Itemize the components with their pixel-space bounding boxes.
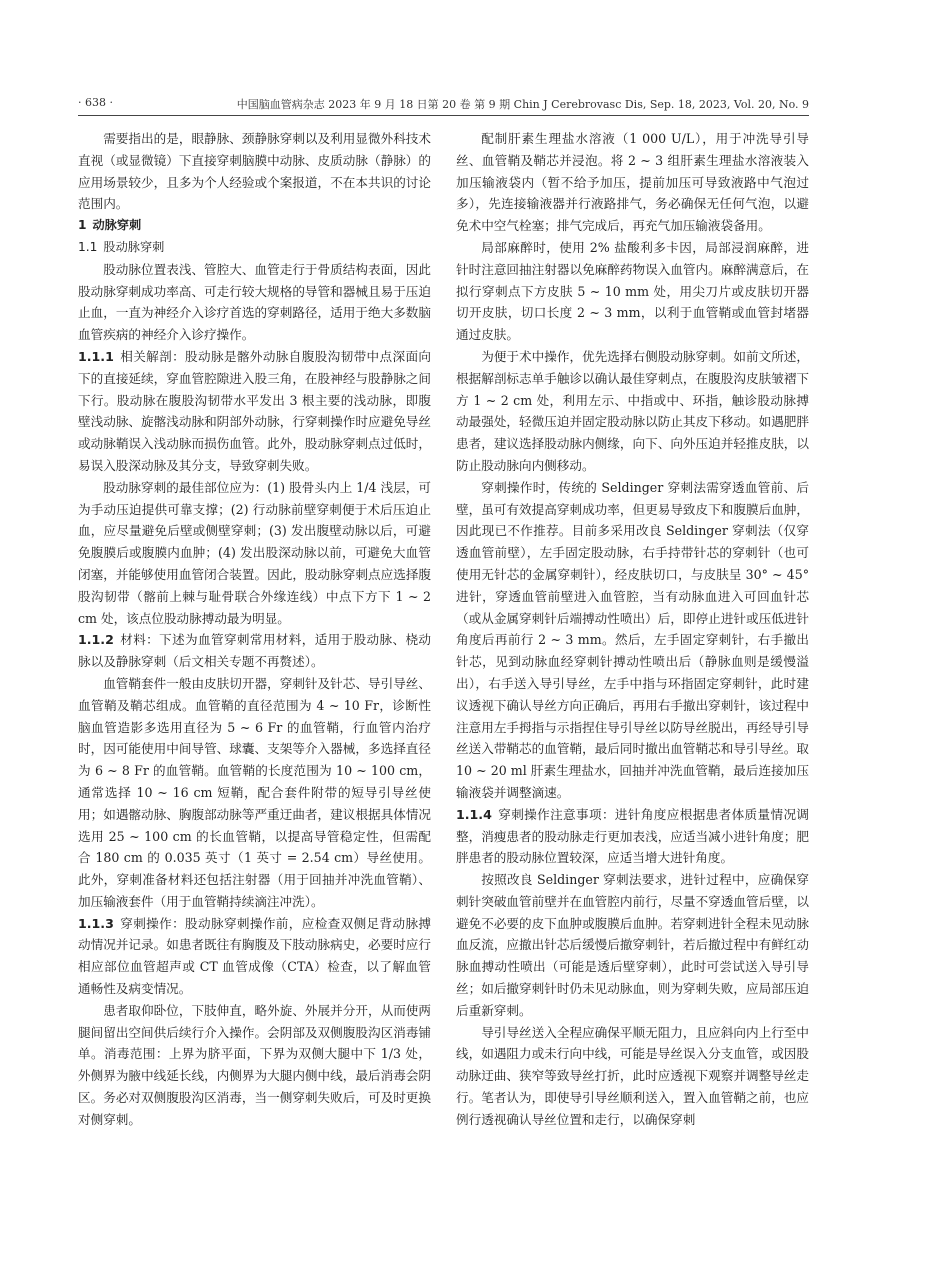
operation-paragraph [78, 913, 431, 1000]
section-1-heading [78, 215, 431, 237]
right-column [456, 128, 809, 1131]
anatomy-paragraph [78, 346, 431, 477]
left-column [78, 128, 431, 1131]
page-number: · 638 · [78, 96, 113, 109]
patient-position-paragraph: 患者取仰卧位，下肢伸直，略外旋、外展并分开，从而使两腿间留出空间供后续行介入操作。会阴部及双侧腹股沟区消毒铺单。消毒范围：上界为脐平面，下界为双侧大腿中下 1/3 处，外侧界为腋中线延长线，内侧界为大腿内侧中线，最后消毒会阴区。务必对双侧腹股沟区消毒，当一侧穿刺失败后，可及时更换对侧穿刺。 [78, 1002, 431, 1127]
modified-seldinger-paragraph: 按照改良 Seldinger 穿刺法要求，进针过程中，应确保穿刺针突破血管前壁并在血管腔内前行，尽量不穿透血管后壁，以避免不必要的皮下血肿或腹膜后血肿。若穿刺进针全程未见动脉血反流，应撤出针芯后缓慢后撤穿刺针，若后撤过程中有鲜红动脉血搏动性喷出（可能是透后壁穿刺），此时可尝试送入导引导丝；如后撤穿刺针时仍未见动脉血，则为穿刺失败，应局部压迫后重新穿刺。 [456, 872, 809, 1018]
journal-citation: 中国脑血管病杂志 2023 年 9 月 18 日第 20 卷 第 9 期 Chin J Cerebrovasc Dis, Sep. 18, 2023, Vol. 20, No. 9 [236, 98, 809, 111]
subsection-number: 1.1.3 [78, 915, 114, 931]
guidewire-paragraph: 导引导丝送入全程应确保平顺无阻力，且应斜向内上行至中线，如遇阻力或未行向中线，可能是导丝误入分支血管，或因股动脉迂曲、狭窄等致导丝打折，此时应透视下观察并调整导丝走行。笔者认为，即使导引导丝顺利送入，置入血管鞘之前，也应例行透视确认导丝位置和走行，以确保穿刺 [456, 1024, 809, 1127]
subsection-number: 1.1.4 [456, 806, 492, 822]
anesthesia-paragraph: 局部麻醉时，使用 2% 盐酸利多卡因，局部浸润麻醉，进针时注意回抽注射器以免麻醉药物误入血管内。麻醉满意后，在拟行穿刺点下方皮肤 5 ~ 10 mm 处，用尖刀片或皮肤切开器切开皮肤，切口长度 2 ~ 3 mm，以利于血管鞘或血管封堵器通过皮肤。 [456, 239, 809, 343]
section-title: 股动脉穿刺 [103, 239, 165, 254]
right-side-paragraph: 为便于术中操作，优先选择右侧股动脉穿刺。如前文所述，根据解剖标志单手触诊以确认最佳穿刺点，在腹股沟皮肤皱褶下方 1 ~ 2 cm 处，利用左示、中指或中、环指，触诊股动脉搏动最强处，轻微压迫并固定股动脉以防止其皮下移动。如遇肥胖患者，建议选择股动脉内侧缘，向下、向外压迫并轻推皮肤，以防止股动脉向内侧移动。 [456, 348, 809, 473]
running-header [78, 96, 809, 114]
header-rule [78, 115, 809, 116]
subsection-number: 1.1.1 [78, 348, 114, 364]
femoral-overview-paragraph: 股动脉位置表浅、管腔大、血管走行于骨质结构表面，因此股动脉穿刺成功率高、可走行较大规格的导管和器械且易于压迫止血，一直为神经介入诊疗首选的穿刺路径，适用于绝大多数脑血管疾病的神经介入诊疗操作。 [78, 261, 431, 343]
notes-paragraph [456, 804, 809, 869]
sheath-paragraph: 血管鞘套件一般由皮肤切开器，穿刺针及针芯、导引导丝、血管鞘及鞘芯组成。血管鞘的直径范围为 4 ~ 10 Fr，诊断性脑血管造影多选用直径为 5 ~ 6 Fr 的血管鞘，行血管内治疗时，因可能使用中间导管、球囊、支架等介入器械，多选择直径为 6 ~ 8 Fr 的血管鞘。血管鞘的长度范围为 10 ~ 100 cm，通常选择 10 ~ 16 cm 短鞘，配合套件附带的短导引导丝使用；如遇髂动脉、胸腹部动脉等严重迂曲者，建议根据具体情况选用 25 ~ 100 cm 的长血管鞘，以提高导管稳定性，但需配合 180 cm 的 0.035 英寸（1 英寸 = 2.54 cm）导丝使用。此外，穿刺准备材料还包括注射器（用于回抽并冲洗血管鞘）、加压输液套件（用于血管鞘持续滴注冲洗）。 [78, 675, 431, 909]
section-title: 动脉穿刺 [92, 218, 142, 233]
materials-paragraph [78, 629, 431, 673]
puncture-site-paragraph: 股动脉穿刺的最佳部位应为：(1) 股骨头内上 1/4 浅层，可为手动压迫提供可靠支撑；(2) 行动脉前壁穿刺便于术后压迫止血，应尽量避免后壁或侧壁穿刺；(3) 发出腹壁动脉以后，可避免腹膜后或腹膜内血肿；(4) 发出股深动脉以前，可避免大血管闭塞，并能够使用血管闭合装置。因此，股动脉穿刺点应选择腹股沟韧带（髂前上棘与耻骨联合外缘连线）中点下方下 1 ~ 2 cm 处，该点位股动脉搏动最为明显。 [78, 479, 431, 626]
saline-paragraph: 配制肝素生理盐水溶液（1 000 U/L），用于冲洗导引导丝、血管鞘及鞘芯并浸泡。将 2 ~ 3 组肝素生理盐水溶液装入加压输液袋内（暂不给予加压，提前加压可导致液路中气泡过多），先连接输液器并行液路排气，务必确保无任何气泡，以避免术中空气栓塞；排气完成后，再充气加压输液袋备用。 [456, 131, 809, 234]
anatomy-text: 相关解剖：股动脉是髂外动脉自腹股沟韧带中点深面向下的直接延续，穿血管腔隙进入股三角，在股神经与股静脉之间下行。股动脉在腹股沟韧带水平发出 3 根主要的浅动脉，即腹壁浅动脉、旋髂浅动脉和阴部外动脉，行穿刺操作时应避免导丝或动脉鞘误入浅动脉而损伤血管。此外，股动脉穿刺点过低时，易误入股深动脉及其分支，导致穿刺失败。 [78, 348, 431, 473]
subsection-number: 1.1.2 [78, 632, 114, 648]
section-1-1-heading [78, 237, 431, 259]
operation-text: 穿刺操作：股动脉穿刺操作前，应检查双侧足背动脉搏动情况并记录。如患者既往有胸腹及下肢动脉病史，必要时应行相应部位血管超声或 CT 血管成像（CTA）检查，以了解血管通畅性及病变情况。 [78, 915, 431, 997]
section-number: 1.1 [78, 239, 98, 254]
materials-text: 材料：下述为血管穿刺常用材料，适用于股动脉、桡动脉以及静脉穿刺（后文相关专题不再赘述）。 [78, 632, 431, 670]
section-number: 1 [78, 218, 87, 233]
intro-paragraph: 需要指出的是，眼静脉、颈静脉穿刺以及利用显微外科技术直视（或显微镜）下直接穿刺脑膜中动脉、皮质动脉（静脉）的应用场景较少，且多为个人经验或个案报道，不在本共识的讨论范围内。 [78, 131, 431, 212]
seldinger-paragraph: 穿刺操作时，传统的 Seldinger 穿刺法需穿透血管前、后壁，虽可有效提高穿刺成功率，但更易导致皮下和腹膜后血肿，因此现已不作推荐。目前多采用改良 Seldinger 穿刺法（仅穿透血管前壁），左手固定股动脉，右手持带针芯的穿刺针（也可使用无针芯的金属穿刺针），经皮肤切口，与皮肤呈 30° ~ 45° 进针，穿透血管前壁进入血管腔，当有动脉血进入可回血针芯（或从金属穿刺针后端搏动性喷出）后，即停止进针或压低进针角度后再前行 2 ~ 3 mm。然后，左手固定穿刺针，右手撤出针芯，见到动脉血经穿刺针搏动性喷出后（静脉血则是缓慢溢出），右手送入导引导丝，左手中指与环指固定穿刺针，此时建议透视下确认导丝方向正确后，再用右手撤出穿刺针，该过程中注意用左手拇指与示指捏住导引导丝以防导丝脱出，再经导引导丝送入带鞘芯的血管鞘，最后同时撤出血管鞘芯和导引导丝。取 10 ~ 20 ml 肝素生理盐水，回抽并冲洗血管鞘，最后连接加压输液袋并调整滴速。 [456, 479, 809, 800]
notes-text: 穿刺操作注意事项：进针角度应根据患者体质量情况调整，消瘦患者的股动脉走行更加表浅，应适当减小进针角度；肥胖患者的股动脉位置较深，应适当增大进针角度。 [456, 806, 809, 866]
